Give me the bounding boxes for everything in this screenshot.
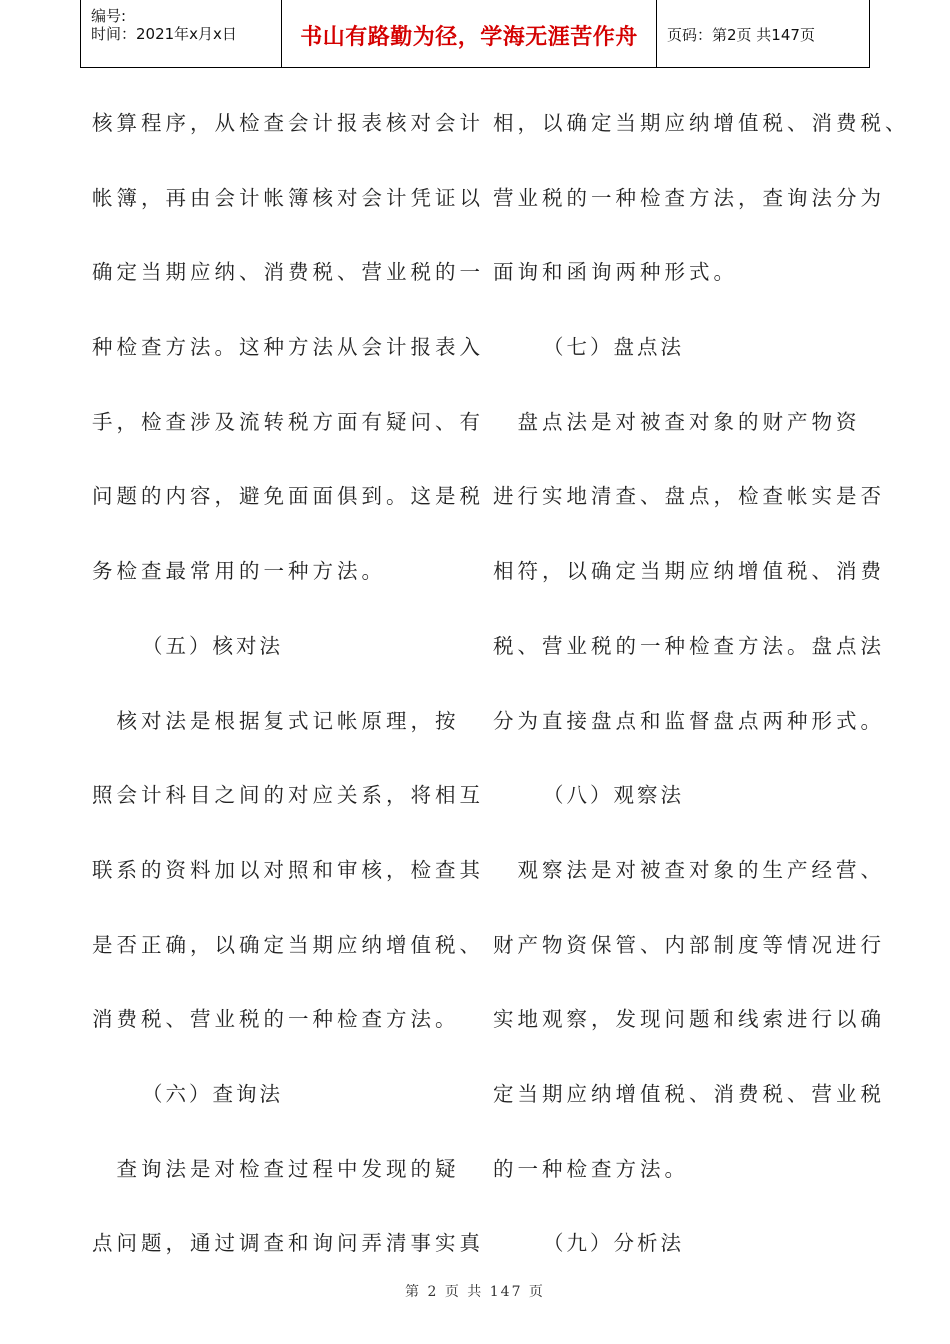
section-heading: （六）查询法	[142, 1081, 283, 1106]
text-line: 财产物资保管、内部制度等情况进行	[493, 932, 885, 957]
header-page-cell	[657, 0, 869, 67]
serial-label: 编号:	[91, 7, 127, 25]
page-info: 页码：第2页 共147页	[667, 26, 815, 44]
page-header	[80, 0, 870, 68]
text-line: 点问题，通过调查和询问弄清事实真	[92, 1231, 484, 1256]
text-line: 照会计科目之间的对应关系，将相互	[92, 783, 484, 808]
header-meta-cell	[81, 0, 282, 67]
motto-text: 书山有路勤为径，学海无涯苦作舟	[300, 25, 638, 50]
section-heading: （八）观察法	[543, 783, 684, 808]
text-line: 观察法是对被查对象的生产经营、	[493, 857, 885, 882]
section-heading: （七）盘点法	[543, 335, 684, 360]
text-line: 是否正确，以确定当期应纳增值税、	[92, 932, 484, 957]
text-line: 面询和函询两种形式。	[493, 260, 738, 285]
text-line: 种检查方法。这种方法从会计报表入	[92, 335, 484, 360]
text-line: 核算程序，从检查会计报表核对会计	[92, 111, 484, 135]
header-motto-cell	[282, 0, 657, 67]
left-column	[92, 86, 484, 1281]
text-line: 消费税、营业税的一种检查方法。	[92, 1007, 460, 1032]
text-line: 税、营业税的一种检查方法。盘点法	[493, 633, 885, 658]
text-line: 相，以确定当期应纳增值税、消费税、	[493, 111, 910, 135]
text-line: 帐簿，再由会计帐簿核对会计凭证以	[92, 185, 484, 210]
text-line: 定当期应纳增值税、消费税、营业税	[493, 1081, 885, 1106]
text-line: 的一种检查方法。	[493, 1156, 689, 1181]
text-line: 联系的资料加以对照和审核，检查其	[92, 857, 484, 882]
text-line: 核对法是根据复式记帐原理，按	[92, 708, 460, 733]
date-label: 时间：2021年x月x日	[91, 25, 237, 43]
text-line: 相符，以确定当期应纳增值税、消费	[493, 559, 885, 584]
text-line: 务检查最常用的一种方法。	[92, 559, 386, 584]
text-line: 盘点法是对被查对象的财产物资	[493, 409, 861, 434]
text-line: 实地观察，发现问题和线索进行以确	[493, 1007, 885, 1032]
text-line: 手，检查涉及流转税方面有疑问、有	[92, 409, 484, 434]
text-line: 问题的内容，避免面面俱到。这是税	[92, 484, 484, 509]
page-footer: 第 2 页 共 147 页	[405, 1284, 545, 1300]
text-line: 进行实地清查、盘点，检查帐实是否	[493, 484, 885, 509]
text-line: 确定当期应纳、消费税、营业税的一	[92, 260, 484, 285]
text-line: 查询法是对检查过程中发现的疑	[92, 1156, 460, 1181]
right-column	[493, 86, 910, 1281]
text-line: 营业税的一种检查方法，查询法分为	[493, 185, 885, 210]
text-line: 分为直接盘点和监督盘点两种形式。	[493, 708, 885, 733]
section-heading: （五）核对法	[142, 633, 283, 658]
section-heading: （九）分析法	[543, 1231, 684, 1256]
